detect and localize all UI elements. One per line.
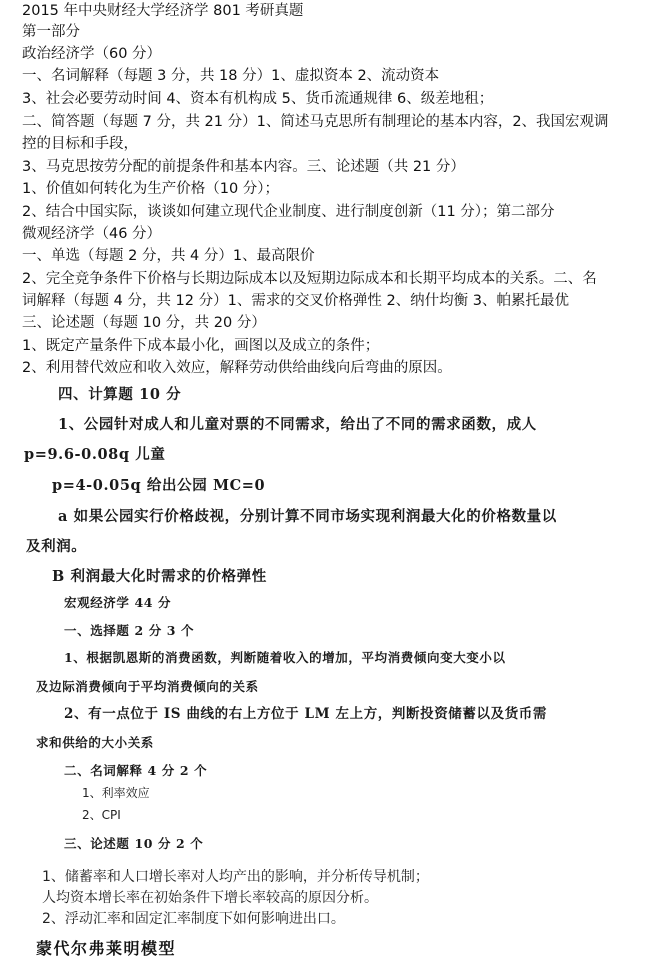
text-line: 二、简答题（每题 7 分，共 21 分）1、简述马克思所有制理论的基本内容，2、我国宏观调 bbox=[22, 114, 609, 130]
text-line: 人均资本增长率在初始条件下增长率较高的原因分析。 bbox=[42, 890, 378, 906]
text-line: 1、既定产量条件下成本最小化，画图以及成立的条件； bbox=[22, 338, 380, 354]
text-line: 3、社会必要劳动时间 4、资本有机构成 5、货币流通规律 6、级差地租； bbox=[22, 91, 494, 107]
text-line: 一、单选（每题 2 分，共 4 分）1、最高限价 bbox=[22, 248, 315, 264]
section-heading-macroeconomics: 宏观经济学 44 分 bbox=[64, 595, 172, 610]
text-line: 1、根据凯恩斯的消费函数，判断随着收入的增加，平均消费倾向变大变小以 bbox=[64, 650, 506, 665]
formula-line: p=4-0.05q 给出公园 MC=0 bbox=[52, 477, 266, 494]
text-line: 2、有一点位于 IS 曲线的右上方位于 LM 左上方，判断投资储蓄以及货币需 bbox=[64, 706, 547, 722]
text-line: 3、马克思按劳分配的前提条件和基本内容。三、论述题（共 21 分） bbox=[22, 159, 465, 175]
section-heading-political-economy: 政治经济学（60 分） bbox=[22, 46, 162, 62]
section-heading-calculation: 四、计算题 10 分 bbox=[58, 386, 182, 403]
document-title: 2015 年中央财经大学经济学 801 考研真题 bbox=[22, 3, 304, 19]
formula-line: p=9.6-0.08q 儿童 bbox=[24, 446, 166, 463]
text-line: 词解释（每题 4 分，共 12 分）1、需求的交叉价格弹性 2、纳什均衡 3、帕累托最优 bbox=[22, 293, 570, 309]
text-line: a 如果公园实行价格歧视，分别计算不同市场实现利润最大化的价格数量以 bbox=[58, 508, 557, 525]
part-one-heading: 第一部分 bbox=[22, 24, 80, 40]
text-line: 控的目标和手段， bbox=[22, 136, 138, 152]
text-line: 2、结合中国实际，谈谈如何建立现代企业制度、进行制度创新（11 分）；第二部分 bbox=[22, 204, 555, 220]
text-line: 一、名词解释（每题 3 分，共 18 分）1、虚拟资本 2、流动资本 bbox=[22, 68, 440, 84]
text-line: 三、论述题（每题 10 分，共 20 分） bbox=[22, 315, 266, 331]
text-line: 二、名词解释 4 分 2 个 bbox=[64, 763, 208, 778]
text-line: 2、利用替代效应和收入效应，解释劳动供给曲线向后弯曲的原因。 bbox=[22, 360, 452, 376]
text-line: 2、CPI bbox=[82, 808, 121, 822]
text-line: 三、论述题 10 分 2 个 bbox=[64, 836, 204, 851]
text-line: 1、储蓄率和人口增长率对人均产出的影响，并分析传导机制； bbox=[42, 869, 429, 885]
text-line: 2、完全竞争条件下价格与长期边际成本以及短期边际成本和长期平均成本的关系。二、名 bbox=[22, 271, 597, 287]
text-line: 求和供给的大小关系 bbox=[36, 735, 154, 750]
model-heading: 蒙代尔弗莱明模型 bbox=[36, 939, 177, 958]
text-line: 2、浮动汇率和固定汇率制度下如何影响进出口。 bbox=[42, 911, 345, 927]
text-line: 1、利率效应 bbox=[82, 786, 150, 800]
text-line: 1、公园针对成人和儿童对票的不同需求，给出了不同的需求函数，成人 bbox=[58, 416, 537, 433]
text-line: 及利润。 bbox=[26, 538, 87, 555]
section-heading-microeconomics: 微观经济学（46 分） bbox=[22, 226, 162, 242]
text-line: 1、价值如何转化为生产价格（10 分）； bbox=[22, 181, 280, 197]
text-line: B 利润最大化时需求的价格弹性 bbox=[52, 568, 267, 585]
text-line: 一、选择题 2 分 3 个 bbox=[64, 623, 195, 638]
text-line: 及边际消费倾向于平均消费倾向的关系 bbox=[36, 679, 259, 694]
